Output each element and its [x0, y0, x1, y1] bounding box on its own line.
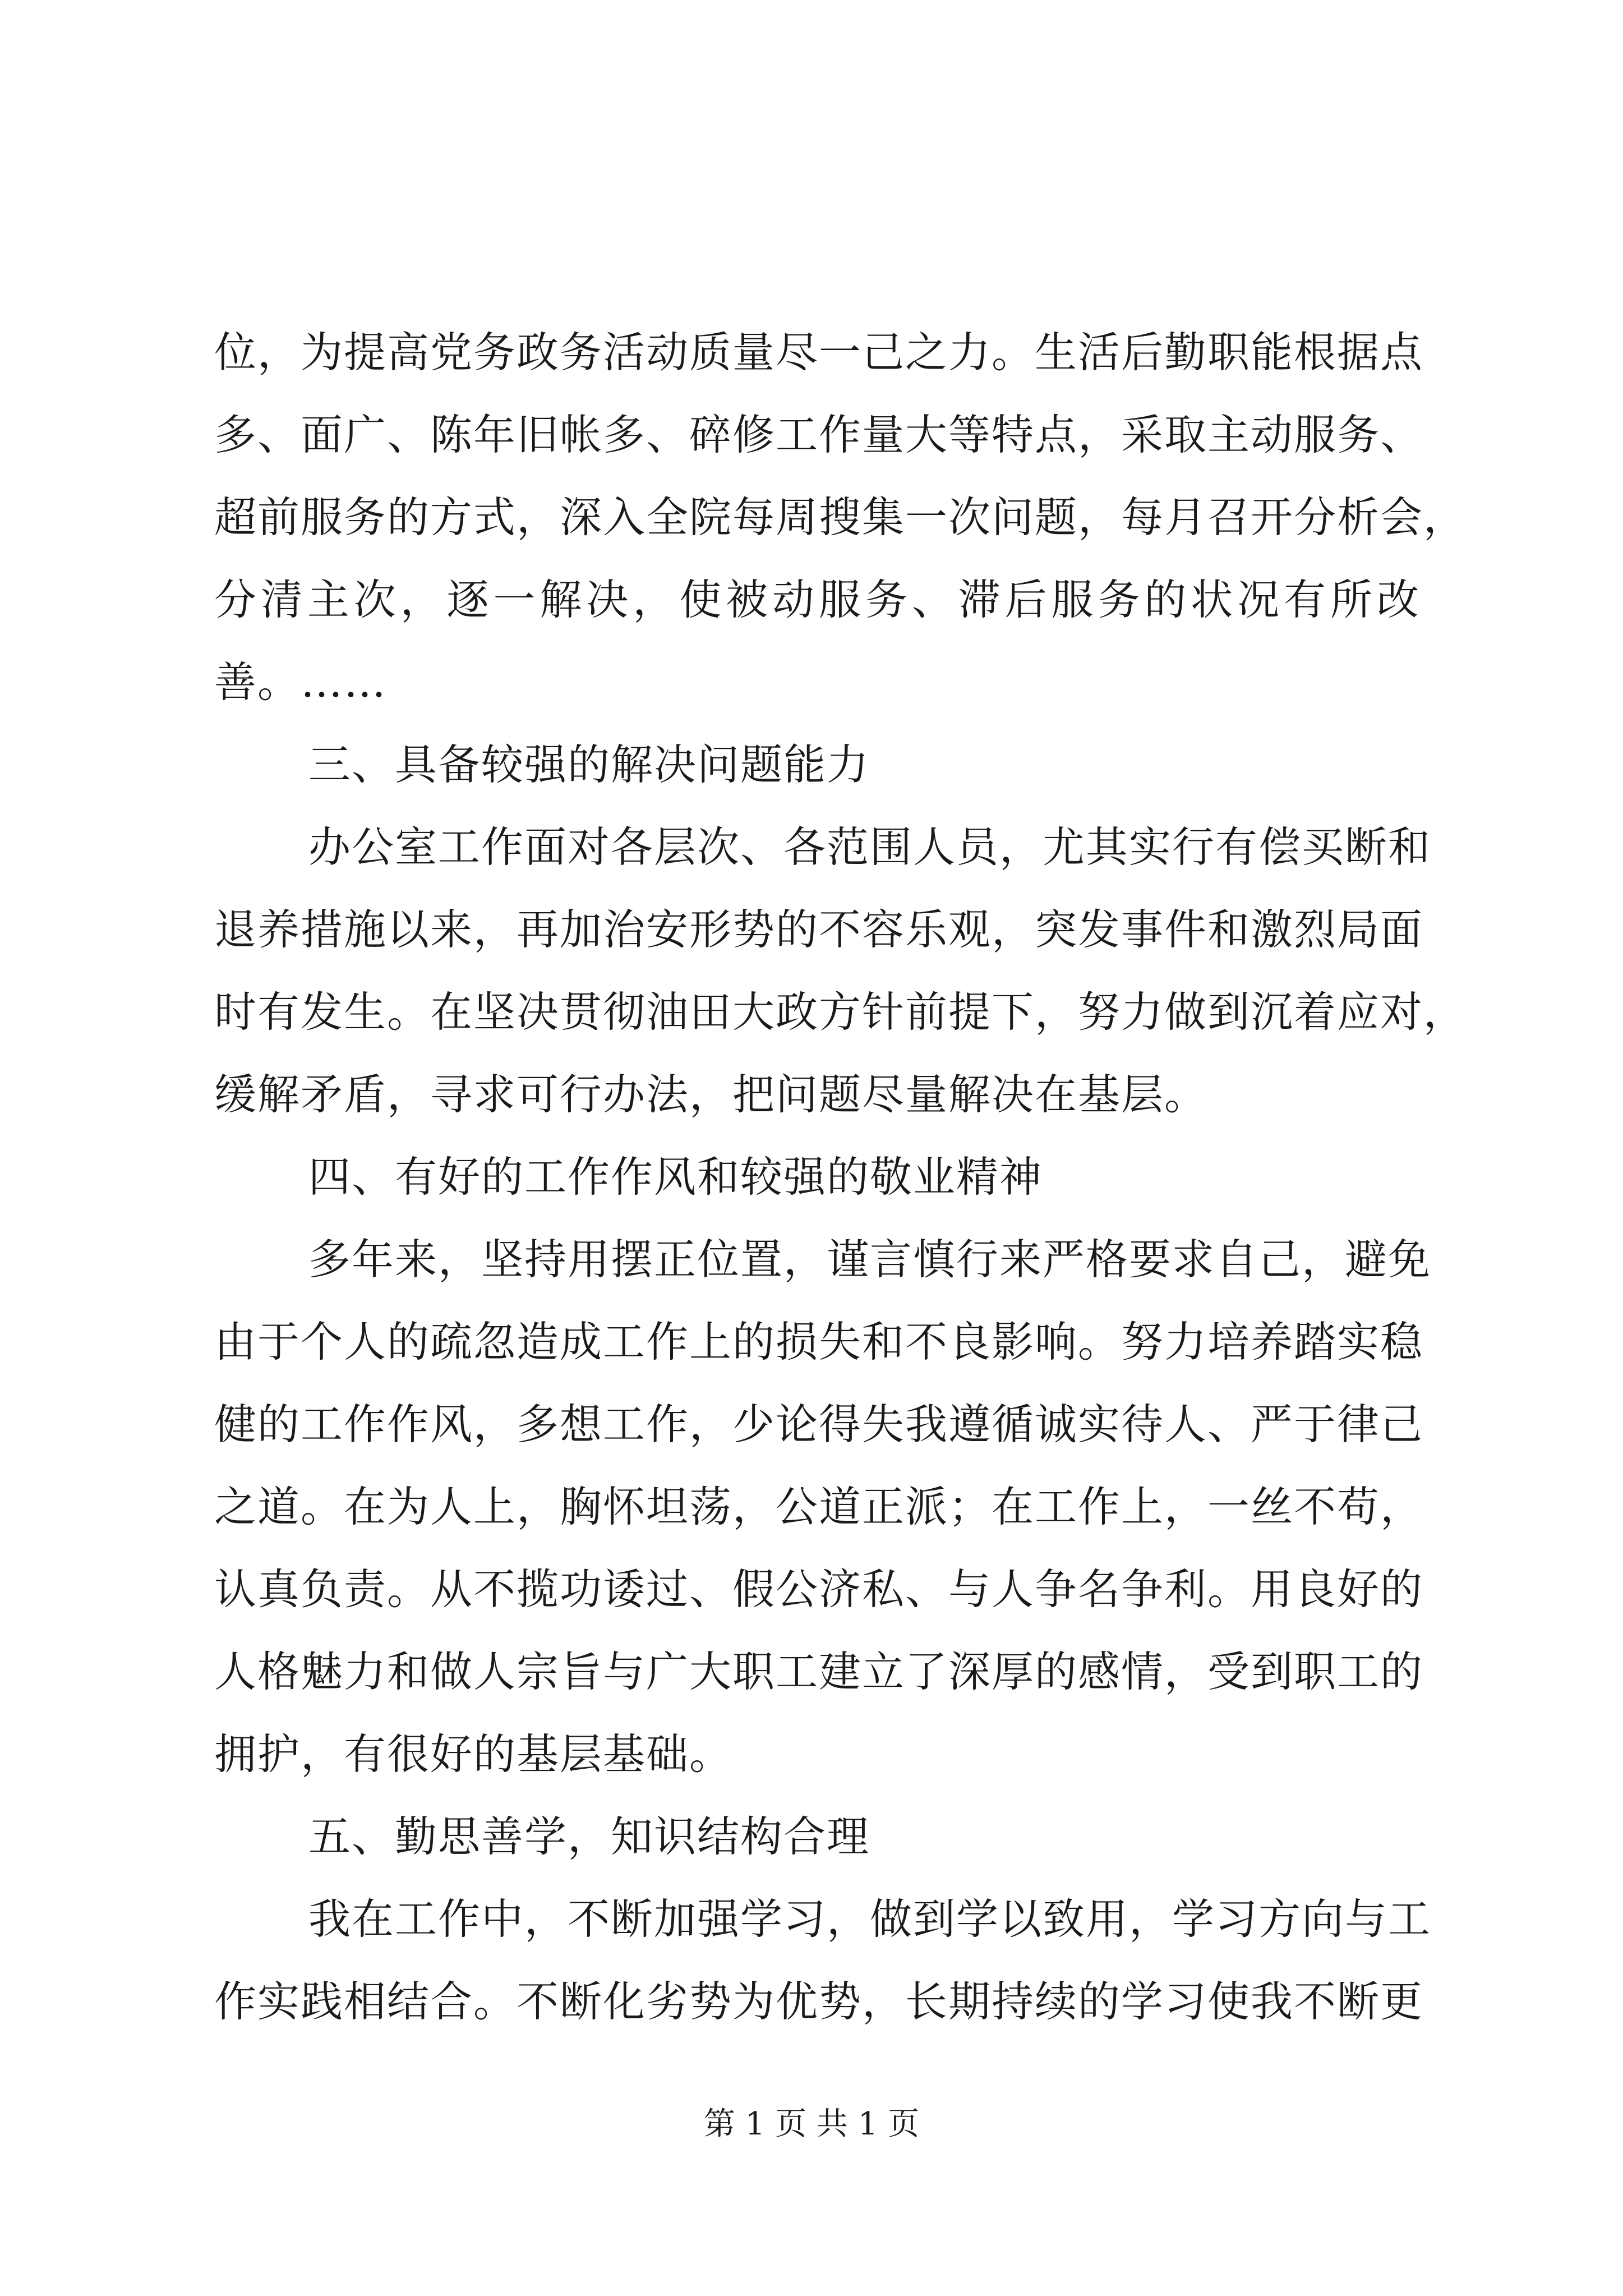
section-heading: 五、勤思善学，知识结构合理 [308, 1812, 870, 1861]
paragraph-line: 由于个人的疏忽造成工作上的损失和不良影响。努力培养踏实稳 [214, 1317, 1424, 1366]
paragraph-line: 位，为提高党务政务活动质量尽一己之力。生活后勤职能根据点 [214, 328, 1424, 377]
section-heading: 三、具备较强的解决问题能力 [308, 740, 870, 789]
paragraph-line: 多、面广、陈年旧帐多、碎修工作量大等特点，采取主动服务、 [214, 410, 1424, 459]
paragraph-line: 健的工作作风，多想工作，少论得失我遵循诚实待人、严于律己 [214, 1400, 1424, 1449]
paragraph-line: 分清主次，逐一解决，使被动服务、滞后服务的状况有所改 [214, 575, 1420, 624]
page-footer: 第 1 页 共 1 页 [703, 2106, 920, 2142]
paragraph-line: 时有发生。在坚决贯彻油田大政方针前提下，努力做到沉着应对， [214, 987, 1467, 1037]
paragraph-line: 人格魅力和做人宗旨与广大职工建立了深厚的感情，受到职工的 [214, 1647, 1424, 1696]
document-body [214, 311, 1467, 2043]
paragraph-line: 认真负责。从不揽功诿过、假公济私、与人争名争利。用良好的 [214, 1565, 1424, 1614]
paragraph-line: 作实践相结合。不断化劣势为优势，长期持续的学习使我不断更 [214, 1977, 1424, 2026]
paragraph-line: 缓解矛盾，寻求可行办法，把问题尽量解决在基层。 [214, 1070, 1208, 1119]
paragraph-line: 之道。在为人上，胸怀坦荡，公道正派；在工作上，一丝不苟， [214, 1482, 1424, 1531]
paragraph-line: 拥护，有很好的基层基础。 [214, 1729, 733, 1779]
paragraph-line: 我在工作中，不断加强学习，做到学以致用，学习方向与工 [308, 1894, 1432, 1944]
paragraph-line: 善。…… [214, 657, 388, 707]
paragraph-line: 超前服务的方式，深入全院每周搜集一次问题，每月召开分析会， [214, 493, 1467, 542]
paragraph-line: 多年来，坚持用摆正位置，谨言慎行来严格要求自己，避免 [308, 1235, 1432, 1284]
paragraph-line: 退养措施以来，再加治安形势的不容乐观，突发事件和激烈局面 [214, 905, 1424, 954]
paragraph-line: 办公室工作面对各层次、各范围人员，尤其实行有偿买断和 [308, 822, 1432, 872]
section-heading: 四、有好的工作作风和较强的敬业精神 [308, 1152, 1043, 1202]
